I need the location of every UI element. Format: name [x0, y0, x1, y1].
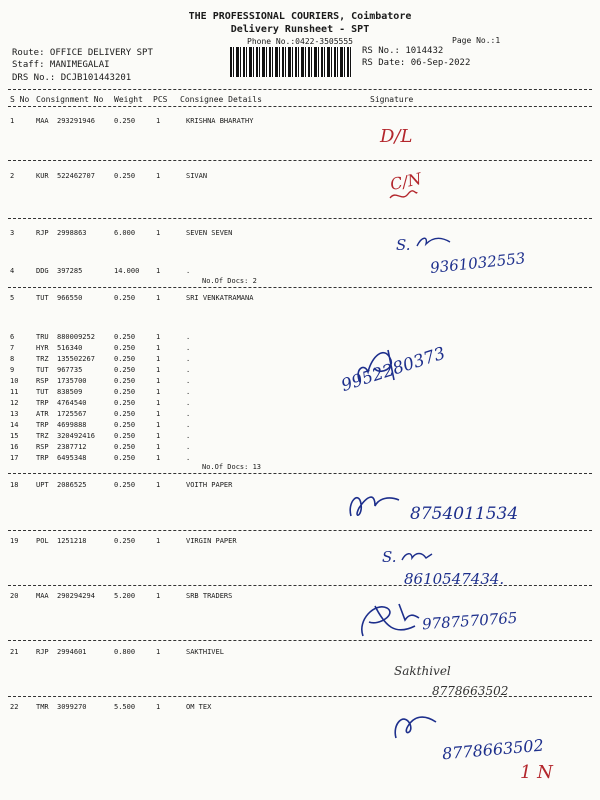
row-weight: 0.250 — [114, 366, 136, 374]
row-sno: 2 — [10, 172, 15, 180]
col-consignee: Consignee Details — [180, 95, 262, 104]
row-sno: 11 — [10, 388, 19, 396]
row-weight: 14.000 — [114, 267, 140, 275]
row-consignee: VIRGIN PAPER — [186, 537, 237, 545]
row-code: DDG — [36, 267, 49, 275]
row-weight: 0.250 — [114, 355, 136, 363]
row-code: TRZ — [36, 355, 49, 363]
row-pcs: 1 — [156, 648, 161, 656]
row-pcs: 1 — [156, 481, 161, 489]
barcode — [230, 47, 352, 77]
row-weight: 0.250 — [114, 333, 136, 341]
row-sno: 9 — [10, 366, 15, 374]
row-consignee: . — [186, 399, 191, 407]
row-code: RSP — [36, 443, 49, 451]
row-weight: 5.500 — [114, 703, 136, 711]
row-consignee: . — [186, 454, 191, 462]
row-consignment-no: 4764540 — [57, 399, 87, 407]
row-consignee: . — [186, 377, 191, 385]
row-consignment-no: 290294294 — [57, 592, 95, 600]
row-weight: 0.250 — [114, 344, 136, 352]
row-code: TUT — [36, 366, 49, 374]
row-weight: 0.800 — [114, 648, 136, 656]
row-weight: 0.250 — [114, 443, 136, 451]
row-weight: 0.250 — [114, 481, 136, 489]
handwritten-phone: 8754011534 — [410, 504, 519, 524]
row-consignee: . — [186, 366, 191, 374]
handwritten-phone: 9361032553 — [429, 249, 527, 277]
rs-date: RS Date: 06-Sep-2022 — [362, 58, 471, 68]
row-pcs: 1 — [156, 229, 161, 237]
row-weight: 0.250 — [114, 172, 136, 180]
row-code: ATR — [36, 410, 49, 418]
row-sno: 20 — [10, 592, 19, 600]
row-consignment-no: 967735 — [57, 366, 83, 374]
row-pcs: 1 — [156, 443, 161, 451]
signature-scribble — [345, 486, 405, 522]
row-code: UPT — [36, 481, 49, 489]
row-sno: 17 — [10, 454, 19, 462]
row-consignment-no: 2086525 — [57, 481, 87, 489]
row-pcs: 1 — [156, 117, 161, 125]
row-weight: 0.250 — [114, 537, 136, 545]
row-consignee: SAKTHIVEL — [186, 648, 224, 656]
row-consignment-no: 3099270 — [57, 703, 87, 711]
row-sno: 6 — [10, 333, 15, 341]
row-pcs: 1 — [156, 454, 161, 462]
row-code: MAA — [36, 117, 49, 125]
row-weight: 0.250 — [114, 432, 136, 440]
row-consignee: OM TEX — [186, 703, 212, 711]
row-consignee: . — [186, 410, 191, 418]
row-code: RJP — [36, 648, 49, 656]
row-weight: 0.250 — [114, 388, 136, 396]
handwritten-phone: 8778663502 — [441, 735, 545, 764]
row-code: RSP — [36, 377, 49, 385]
row-pcs: 1 — [156, 294, 161, 302]
row-pcs: 1 — [156, 537, 161, 545]
signature-scribble — [400, 548, 436, 564]
row-consignment-no: 4699888 — [57, 421, 87, 429]
row-weight: 0.250 — [114, 117, 136, 125]
row-consignment-no: 516340 — [57, 344, 83, 352]
signature-scribble — [390, 704, 440, 744]
row-weight: 0.250 — [114, 399, 136, 407]
row-sno: 1 — [10, 117, 15, 125]
staff: Staff: MANIMEGALAI — [12, 60, 110, 70]
row-code: TRP — [36, 454, 49, 462]
page-number: Page No.:1 — [452, 36, 501, 45]
divider — [8, 640, 592, 641]
row-code: KUR — [36, 172, 49, 180]
divider — [8, 89, 592, 90]
row-consignment-no: 1725567 — [57, 410, 87, 418]
row-code: TUT — [36, 388, 49, 396]
row-sno: 12 — [10, 399, 19, 407]
handwritten-phone: 9787570765 — [421, 608, 518, 634]
row-consignee: SIVAN — [186, 172, 208, 180]
handwritten-phone: 8610547434. — [404, 570, 505, 588]
row-pcs: 1 — [156, 366, 161, 374]
route: Route: OFFICE DELIVERY SPT — [12, 48, 153, 58]
col-sno: S No — [10, 95, 30, 104]
row-sno: 16 — [10, 443, 19, 451]
col-consignment: Consignment No — [36, 95, 104, 104]
row-weight: 0.250 — [114, 377, 136, 385]
divider — [8, 218, 592, 219]
divider — [8, 473, 592, 474]
rs-number: RS No.: 1014432 — [362, 46, 444, 56]
col-pcs: PCS — [153, 95, 168, 104]
handwritten-phone: 9952280373 — [338, 343, 448, 396]
row-sno: 3 — [10, 229, 15, 237]
drs-number: DRS No.: DCJB101443201 — [12, 73, 132, 83]
row-pcs: 1 — [156, 377, 161, 385]
handwritten-dl: D/L — [380, 126, 413, 147]
row-consignment-no: 2387712 — [57, 443, 87, 451]
row-weight: 5.200 — [114, 592, 136, 600]
row-consignment-no: 293291946 — [57, 117, 95, 125]
row-code: HYR — [36, 344, 49, 352]
handwritten-cn: C/N — [388, 168, 424, 195]
handwritten-initial: S. — [396, 236, 411, 254]
row-sno: 21 — [10, 648, 19, 656]
row-consignee: . — [186, 432, 191, 440]
handwritten-phone: 8778663502 — [432, 684, 509, 698]
row-consignee: SEVEN SEVEN — [186, 229, 233, 237]
row-pcs: 1 — [156, 703, 161, 711]
row-code: TRU — [36, 333, 49, 341]
row-sno: 13 — [10, 410, 19, 418]
row-weight: 6.000 — [114, 229, 136, 237]
row-code: RJP — [36, 229, 49, 237]
row-sno: 15 — [10, 432, 19, 440]
row-consignment-no: 135502267 — [57, 355, 95, 363]
row-consignee: . — [186, 267, 191, 275]
row-consignee: . — [186, 333, 191, 341]
row-consignee: SRB TRADERS — [186, 592, 233, 600]
row-pcs: 1 — [156, 388, 161, 396]
row-consignment-no: 1735700 — [57, 377, 87, 385]
handwritten-name: Sakthivel — [394, 664, 451, 678]
row-pcs: 1 — [156, 410, 161, 418]
runsheet-title: Delivery Runsheet - SPT — [230, 24, 370, 35]
row-sno: 22 — [10, 703, 19, 711]
row-pcs: 1 — [156, 344, 161, 352]
row-pcs: 1 — [156, 172, 161, 180]
row-sno: 5 — [10, 294, 15, 302]
row-consignment-no: 2994601 — [57, 648, 87, 656]
row-code: TRZ — [36, 432, 49, 440]
divider — [8, 585, 592, 586]
row-consignee: . — [186, 388, 191, 396]
row-consignee: . — [186, 355, 191, 363]
row-code: MAA — [36, 592, 49, 600]
row-consignee: SRI VENKATRAMANA — [186, 294, 254, 302]
doc-count: No.Of Docs: 2 — [202, 277, 257, 285]
row-consignment-no: 838509 — [57, 388, 83, 396]
row-consignment-no: 522462707 — [57, 172, 95, 180]
divider — [8, 530, 592, 531]
row-code: POL — [36, 537, 49, 545]
row-consignee: . — [186, 443, 191, 451]
row-weight: 0.250 — [114, 454, 136, 462]
row-pcs: 1 — [156, 333, 161, 341]
row-consignee: . — [186, 344, 191, 352]
row-consignee: . — [186, 421, 191, 429]
row-consignee: VOITH PAPER — [186, 481, 233, 489]
phone-number: Phone No.:0422-3505555 — [247, 37, 353, 46]
row-consignment-no: 880009252 — [57, 333, 95, 341]
company-name: THE PROFESSIONAL COURIERS, Coimbatore — [188, 11, 412, 22]
signature-scribble — [355, 596, 425, 642]
row-pcs: 1 — [156, 432, 161, 440]
row-pcs: 1 — [156, 355, 161, 363]
row-pcs: 1 — [156, 267, 161, 275]
row-pcs: 1 — [156, 399, 161, 407]
row-sno: 10 — [10, 377, 19, 385]
row-code: TMR — [36, 703, 49, 711]
divider — [8, 106, 592, 107]
row-sno: 14 — [10, 421, 19, 429]
row-code: TRP — [36, 399, 49, 407]
row-weight: 0.250 — [114, 294, 136, 302]
row-sno: 4 — [10, 267, 15, 275]
row-sno: 19 — [10, 537, 19, 545]
row-consignment-no: 2998863 — [57, 229, 87, 237]
row-sno: 8 — [10, 355, 15, 363]
row-consignment-no: 320492416 — [57, 432, 95, 440]
signature-scribble — [414, 232, 454, 252]
divider — [8, 287, 592, 288]
handwritten-mark: 1 N — [520, 762, 553, 783]
row-weight: 0.250 — [114, 421, 136, 429]
row-consignment-no: 397285 — [57, 267, 83, 275]
row-consignment-no: 966550 — [57, 294, 83, 302]
row-consignment-no: 1251218 — [57, 537, 87, 545]
row-pcs: 1 — [156, 421, 161, 429]
row-consignee: KRISHNA BHARATHY — [186, 117, 254, 125]
row-sno: 18 — [10, 481, 19, 489]
divider — [8, 160, 592, 161]
row-weight: 0.250 — [114, 410, 136, 418]
col-signature: Signature — [370, 95, 414, 104]
row-code: TRP — [36, 421, 49, 429]
signature-scribble — [388, 188, 418, 202]
row-pcs: 1 — [156, 592, 161, 600]
row-sno: 7 — [10, 344, 15, 352]
row-code: TUT — [36, 294, 49, 302]
col-weight: Weight — [114, 95, 143, 104]
doc-count: No.Of Docs: 13 — [202, 463, 262, 471]
handwritten-initial: S. — [382, 548, 397, 566]
row-consignment-no: 6495348 — [57, 454, 87, 462]
